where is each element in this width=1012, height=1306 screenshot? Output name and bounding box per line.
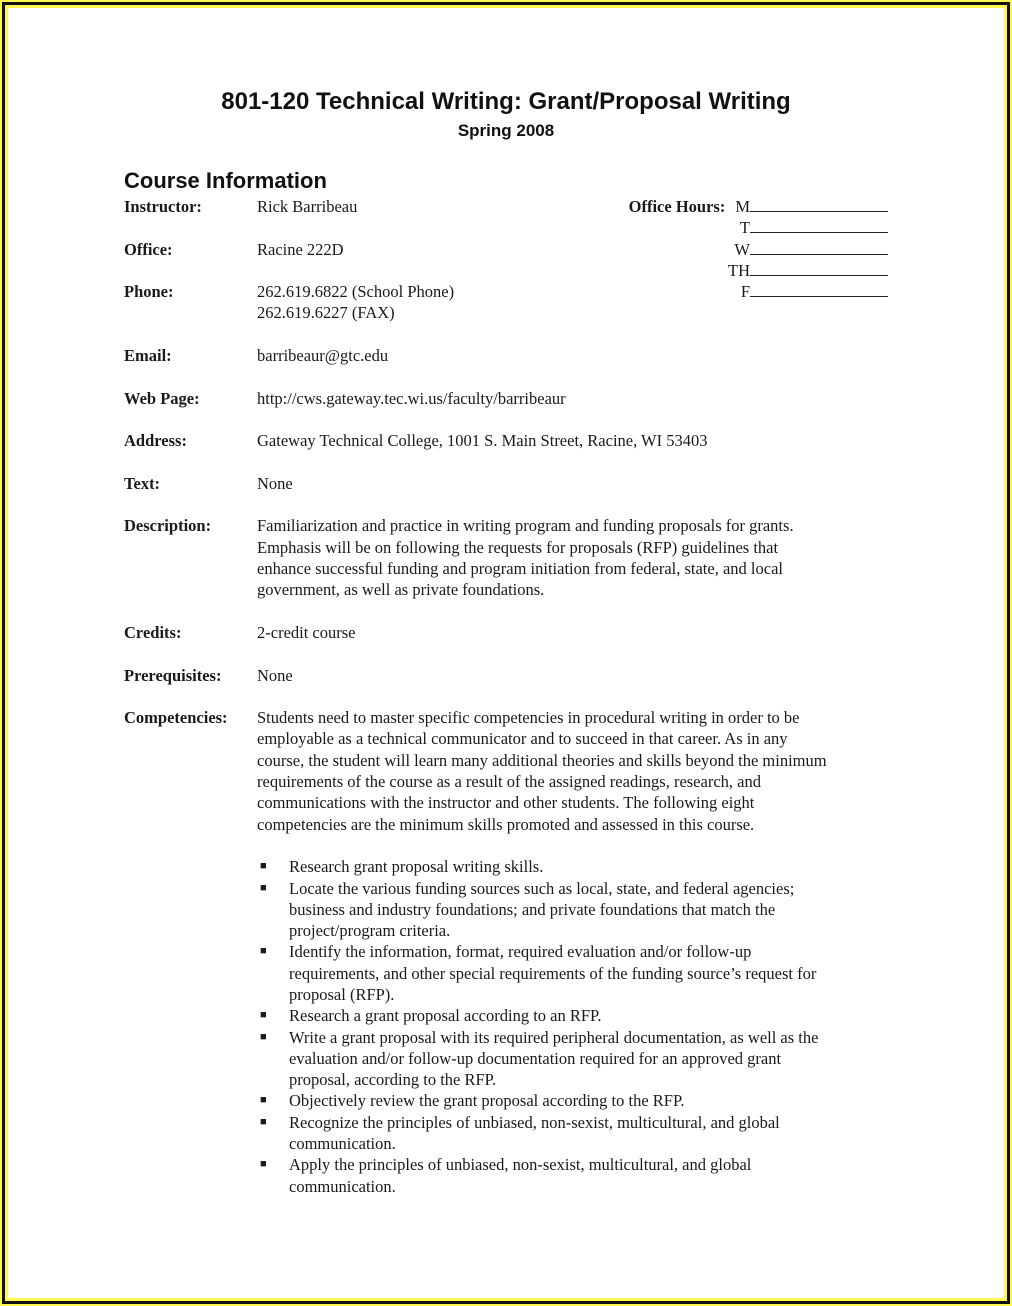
office-hours-day: TH	[728, 260, 750, 280]
bullet-icon: ■	[260, 1030, 267, 1043]
info-line: Students need to master specific competencies in procedural writing in order to be	[257, 708, 800, 728]
info-line: http://cws.gateway.tec.wi.us/faculty/barribeaur	[257, 388, 566, 408]
info-line: 262.619.6227 (FAX)	[257, 303, 395, 323]
info-label: Text:	[124, 473, 161, 493]
info-value	[257, 388, 566, 409]
info-row	[124, 707, 904, 1197]
competency-line: communication.	[289, 1176, 396, 1196]
competency-item	[257, 1112, 827, 1155]
info-line: employable as a technical communicator and to succeed in that career. As in any	[257, 729, 788, 749]
competency-text	[289, 1005, 602, 1026]
competency-item	[257, 878, 827, 942]
info-label: Prerequisites:	[124, 665, 222, 685]
competency-item	[257, 1090, 827, 1111]
info-line: competencies are the minimum skills promoted and assessed in this course.	[257, 814, 755, 834]
info-value	[257, 707, 827, 1197]
info-row	[124, 388, 904, 409]
info-label: Web Page:	[124, 388, 200, 408]
info-value	[257, 239, 344, 260]
document-title: 801-120 Technical Writing: Grant/Proposal Writing	[221, 88, 791, 115]
info-line: course, the student will learn many additional theories and skills beyond the minimum	[257, 750, 827, 770]
info-row	[124, 622, 904, 643]
competency-list	[257, 856, 827, 1197]
info-row	[124, 473, 904, 494]
bullet-icon: ■	[260, 881, 267, 894]
competency-line: evaluation and/or follow-up documentation required for an approved grant	[289, 1048, 782, 1068]
bullet-icon: ■	[260, 1094, 267, 1107]
bullet-icon: ■	[260, 945, 267, 958]
info-line: enhance successful funding and program initiation from federal, state, and local	[257, 559, 783, 579]
competency-item	[257, 1027, 827, 1091]
competency-line: communication.	[289, 1134, 396, 1154]
info-value	[257, 345, 388, 366]
info-row	[124, 196, 904, 217]
info-line: Rick Barribeau	[257, 197, 358, 216]
competency-line: project/program criteria.	[289, 921, 451, 941]
office-hours-label: Office Hours:	[628, 197, 726, 216]
competency-text	[289, 878, 794, 942]
competency-text	[289, 1154, 751, 1197]
course-info	[124, 196, 904, 1218]
info-row	[124, 239, 904, 260]
info-line: None	[257, 473, 293, 493]
info-label: Address:	[124, 431, 187, 451]
info-row	[124, 345, 904, 366]
info-line: 262.619.6822 (School Phone)	[257, 282, 455, 302]
bullet-icon: ■	[260, 1158, 267, 1171]
info-label: Phone:	[124, 282, 174, 302]
competency-line: Research a grant proposal according to an RFP.	[289, 1006, 602, 1026]
bullet-icon: ■	[260, 860, 267, 873]
info-row	[124, 281, 904, 324]
bullet-icon: ■	[260, 1009, 267, 1022]
info-row	[124, 515, 904, 600]
competency-line: Locate the various funding sources such as local, state, and federal agencies;	[289, 878, 795, 898]
competency-item	[257, 1005, 827, 1026]
competency-item	[257, 856, 827, 877]
competency-line: proposal (RFP).	[289, 984, 395, 1004]
info-label: Office:	[124, 239, 173, 259]
info-value	[257, 622, 356, 643]
competency-text	[289, 1027, 818, 1091]
info-line: 2-credit course	[257, 622, 356, 642]
competency-text	[289, 941, 816, 1005]
competency-line: Research grant proposal writing skills.	[289, 857, 544, 877]
competency-line: Objectively review the grant proposal according to the RFP.	[289, 1091, 685, 1111]
document-subtitle: Spring 2008	[457, 121, 555, 140]
info-line: requirements of the course as a result of the assigned readings, research, and	[257, 772, 761, 792]
competency-line: Write a grant proposal with its required peripheral documentation, as well as the	[289, 1027, 819, 1047]
info-line: Familiarization and practice in writing program and funding proposals for grants.	[257, 516, 794, 536]
competency-item	[257, 1154, 827, 1197]
info-value	[257, 430, 708, 451]
info-line: communications with the instructor and other students. The following eight	[257, 793, 755, 813]
competency-item	[257, 941, 827, 1005]
competency-line: proposal, according to the RFP.	[289, 1070, 497, 1090]
office-hours-day: W	[734, 239, 750, 259]
info-value	[257, 281, 454, 324]
competency-text	[289, 856, 543, 877]
competency-line: Identify the information, format, required evaluation and/or follow-up	[289, 942, 752, 962]
info-label: Email:	[124, 346, 172, 366]
competency-line: Recognize the principles of unbiased, non-sexist, multicultural, and global	[289, 1112, 780, 1132]
info-line: barribeaur@gtc.edu	[257, 346, 389, 366]
section-heading: Course Information	[124, 168, 327, 193]
info-value	[257, 665, 293, 686]
info-label: Competencies:	[124, 708, 228, 728]
info-line: Gateway Technical College, 1001 S. Main Street, Racine, WI 53403	[257, 431, 708, 451]
competency-line: Apply the principles of unbiased, non-sexist, multicultural, and global	[289, 1155, 752, 1175]
info-value	[257, 196, 357, 217]
competency-text	[289, 1090, 684, 1111]
info-label: Instructor:	[124, 197, 202, 216]
info-value	[257, 473, 293, 494]
info-line: None	[257, 665, 293, 685]
info-label: Description:	[124, 516, 212, 536]
info-label: Credits:	[124, 622, 182, 642]
office-hours-day: T	[739, 218, 750, 238]
competency-line: business and industry foundations; and private foundations that match the	[289, 899, 776, 919]
bullet-icon: ■	[260, 1115, 267, 1128]
competency-line: requirements, and other special requirements of the funding source’s request for	[289, 963, 817, 983]
info-line: government, as well as private foundations.	[257, 580, 545, 600]
info-line: Racine 222D	[257, 239, 344, 259]
info-line: Emphasis will be on following the requests for proposals (RFP) guidelines that	[257, 537, 779, 557]
office-hours-day: F	[740, 282, 750, 302]
info-value	[257, 515, 794, 600]
info-row	[124, 665, 904, 686]
info-row	[124, 430, 904, 451]
competency-text	[289, 1112, 780, 1155]
office-hours-day: M	[735, 197, 750, 216]
